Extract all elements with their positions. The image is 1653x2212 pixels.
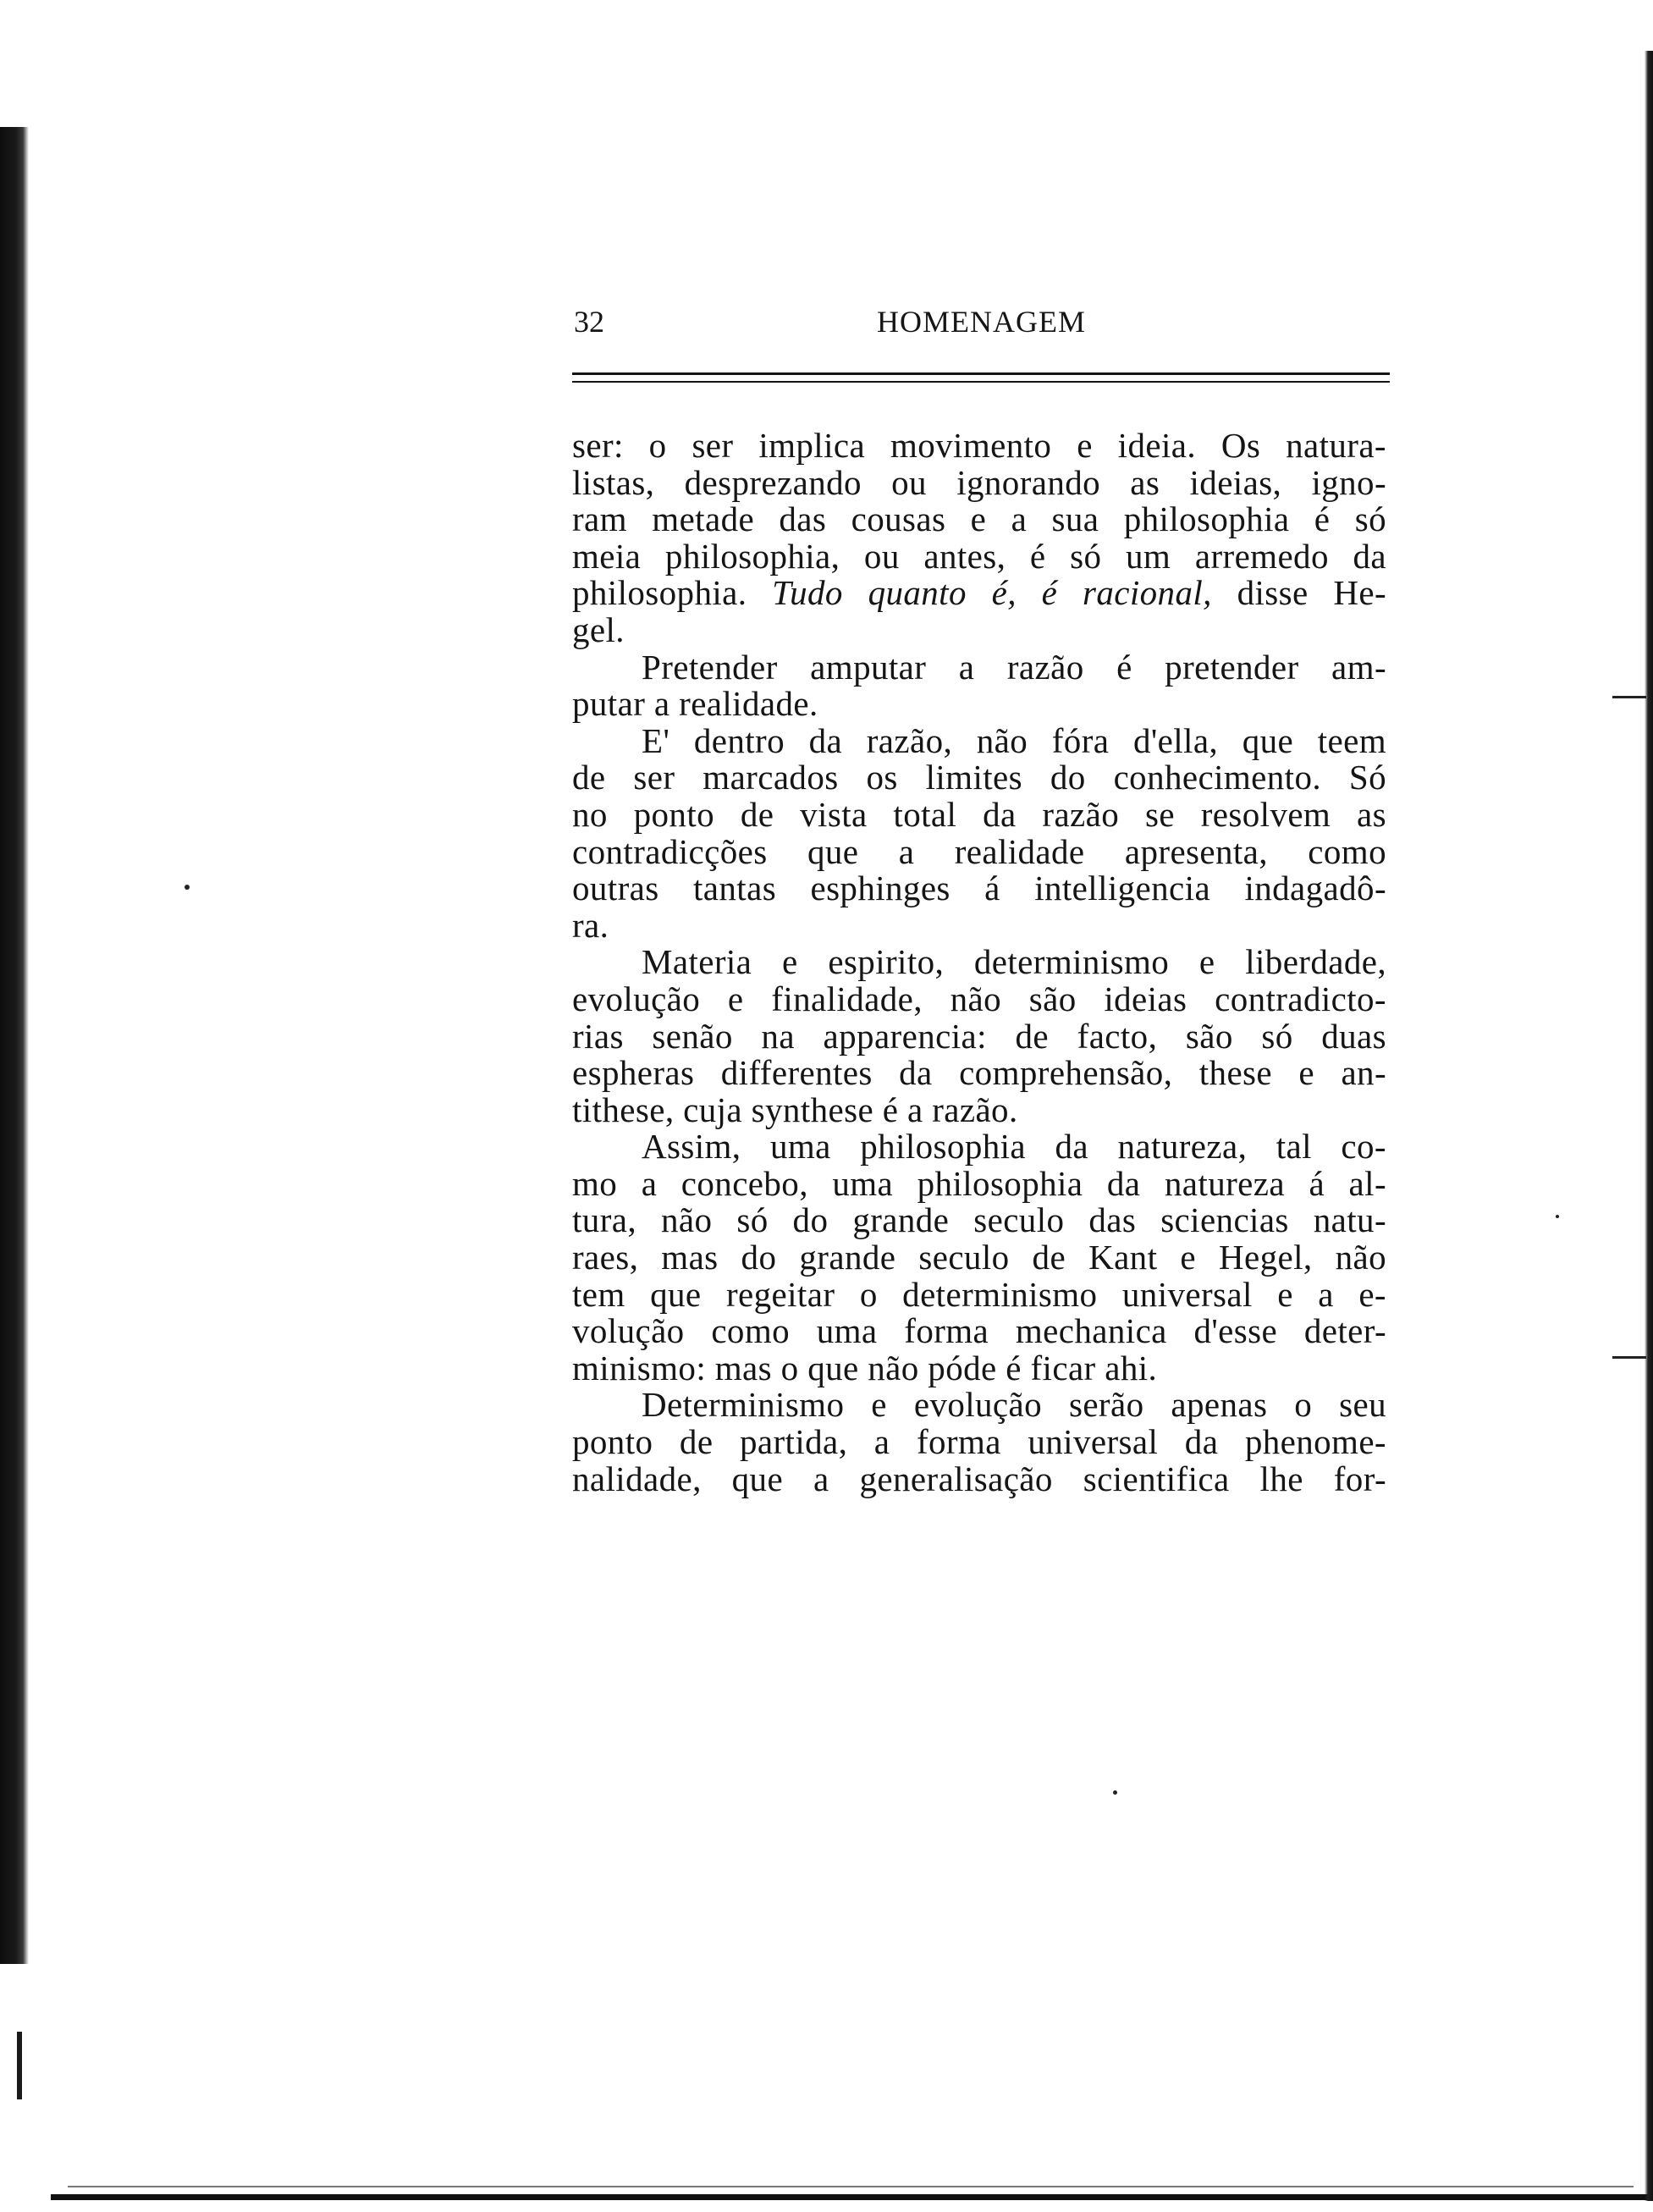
text-line: de ser marcados os limites do conhecimento. Só bbox=[572, 758, 1386, 797]
text-line: tura, não só do grande seculo das sciencias natu- bbox=[572, 1200, 1386, 1240]
text-line: contradicções que a realidade apresenta, como bbox=[572, 831, 1386, 871]
text-segment: disse He- bbox=[1237, 573, 1387, 613]
scan-speck bbox=[1556, 1215, 1559, 1218]
scan-edge-mark bbox=[17, 2032, 22, 2099]
paragraph-start: Pretender amputar a razão é pretender am- bbox=[642, 647, 1386, 687]
text-line: no ponto de vista total da razão se resolvem as bbox=[572, 794, 1386, 834]
text-line: minismo: mas o que não póde é ficar ahi. bbox=[572, 1348, 1158, 1387]
scan-bottom-line bbox=[68, 2186, 1634, 2187]
paragraph-start: Materia e espirito, determinismo e liberdade, bbox=[642, 942, 1386, 982]
text-line: outras tantas esphinges á intelligencia indagadô- bbox=[572, 869, 1386, 908]
paragraph-start: Assim, uma philosophia da natureza, tal co- bbox=[642, 1127, 1386, 1167]
text-line: ponto de partida, a forma universal da phenome- bbox=[572, 1422, 1386, 1462]
italic-quote: Tudo quanto é, é racional, bbox=[772, 573, 1212, 613]
paragraph-start: E' dentro da razão, não fóra d'ella, que teem bbox=[642, 720, 1386, 760]
header-rule bbox=[572, 381, 1390, 383]
running-title: HOMENAGEM bbox=[877, 305, 1086, 339]
text-line: putar a realidade. bbox=[572, 684, 818, 724]
text-line: rias senão na apparencia: de facto, são só duas bbox=[572, 1016, 1386, 1056]
text-line: ra. bbox=[572, 905, 609, 945]
text-line: listas, desprezando ou ignorando as ideias, igno- bbox=[572, 462, 1386, 502]
text-line: volução como uma forma mechanica d'esse deter- bbox=[572, 1311, 1386, 1351]
text-line: espheras differentes da comprehensão, these e an- bbox=[572, 1053, 1386, 1093]
text-line: evolução e finalidade, não são ideias contradicto- bbox=[572, 979, 1386, 1018]
scan-tick-mark bbox=[1612, 1356, 1646, 1359]
body-text bbox=[572, 428, 1386, 1498]
scan-binding-shadow bbox=[0, 127, 29, 1964]
scan-tick-mark bbox=[1612, 696, 1646, 698]
text-line: nalidade, que a generalisação scientifica lhe for- bbox=[572, 1459, 1386, 1498]
scan-speck bbox=[1113, 1790, 1117, 1795]
text-line: gel. bbox=[572, 610, 625, 649]
scan-right-edge bbox=[1645, 51, 1653, 2201]
scan-speck bbox=[185, 885, 190, 890]
text-line: ser: o ser implica movimento e ideia. Os natura- bbox=[572, 426, 1386, 465]
text-line: ram metade das cousas e a sua philosophia é só bbox=[572, 499, 1386, 539]
text-line: meia philosophia, ou antes, é só um arremedo da bbox=[572, 536, 1386, 576]
text-line: tithese, cuja synthese é a razão. bbox=[572, 1089, 1018, 1129]
text-segment: philosophia. bbox=[572, 573, 747, 613]
scan-bottom-edge bbox=[51, 2194, 1653, 2200]
text-line: raes, mas do grande seculo de Kant e Hegel, não bbox=[572, 1238, 1386, 1277]
header-rule bbox=[572, 372, 1390, 375]
page-number: 32 bbox=[574, 305, 604, 339]
text-line: tem que regeitar o determinismo universal e a e- bbox=[572, 1274, 1386, 1314]
text-line: mo a concebo, uma philosophia da natureza á al- bbox=[572, 1163, 1386, 1203]
text-line bbox=[572, 575, 1386, 612]
paragraph-start: Determinismo e evolução serão apenas o seu bbox=[642, 1385, 1386, 1425]
